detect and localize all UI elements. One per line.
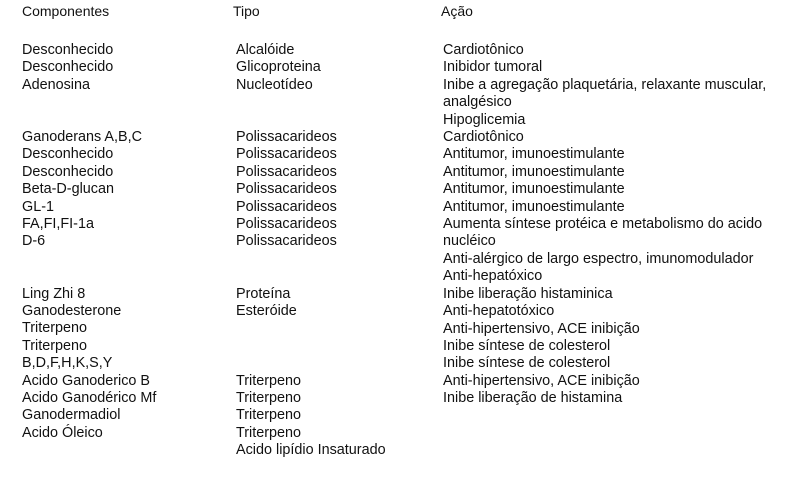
componente-cell: Acido Ganodérico Mf (22, 390, 157, 407)
acao-cell: Cardiotônico (443, 129, 524, 146)
acao-cell: Cardiotônico (443, 42, 524, 58)
acao-cell: Inibe a agregação plaquetária, relaxante muscular, (443, 76, 767, 93)
acao-cell: Anti-hepatóxico (443, 268, 543, 285)
componente-cell: Triterpeno (22, 337, 88, 354)
acao-cell: Hipoglicemia (443, 111, 526, 128)
tipo-cell (236, 338, 426, 355)
tipo-cell (236, 320, 426, 337)
componente-cell: GL-1 (22, 198, 54, 215)
column-tipo (236, 42, 426, 460)
componente-cell: Acido Óleico (22, 424, 103, 441)
acao-cell: Aumenta síntese protéica e metabolismo do acido (443, 216, 763, 233)
tipo-cell (236, 268, 426, 285)
componente-cell: Desconhecido (22, 42, 114, 58)
componente-cell: FA,FI,FI-1a (22, 216, 94, 233)
componente-cell: Ganodermadiol (22, 407, 121, 424)
acao-cell: Antitumor, imunoestimulante (443, 163, 625, 180)
tipo-cell (236, 355, 426, 372)
componente-cell: Desconhecido (22, 59, 114, 76)
acao-cell: Antitumor, imunoestimulante (443, 198, 625, 215)
tipo-cell: Triterpeno (236, 424, 302, 441)
componente-cell (22, 268, 222, 285)
tipo-cell: Triterpeno (236, 407, 302, 424)
tipo-cell (236, 251, 426, 268)
componente-cell: Desconhecido (22, 146, 114, 163)
tipo-cell: Polissacarideos (236, 129, 337, 145)
header-componentes: Componentes (22, 3, 110, 19)
componente-cell: Acido Ganoderico B (22, 372, 150, 389)
header-acao: Ação (441, 3, 473, 19)
componente-cell (22, 112, 222, 129)
componente-cell: Beta-D-glucan (22, 181, 114, 198)
acao-cell: analgésico (443, 94, 512, 111)
acao-cell: Inibe síntese de colesterol (443, 355, 611, 372)
acao-cell: Inibidor tumoral (443, 59, 543, 76)
componente-cell: Adenosina (22, 76, 91, 93)
tipo-cell: Acido lipídio Insaturado (236, 442, 386, 459)
tipo-cell: Polissacarideos (236, 198, 337, 215)
acao-cell: Anti-hipertensivo, ACE inibição (443, 320, 640, 337)
acao-cell: Anti-hipertensivo, ACE inibição (443, 372, 640, 389)
tipo-cell: Polissacarideos (236, 146, 337, 163)
componente-cell: Ganodesterone (22, 303, 122, 320)
tipo-cell: Triterpeno (236, 390, 302, 407)
tipo-cell: Alcalóide (236, 42, 295, 58)
componente-cell: Ganoderans A,B,C (22, 129, 142, 145)
acao-cell: Inibe liberação de histamina (443, 390, 623, 407)
tipo-cell: Glicoproteina (236, 59, 321, 76)
componente-cell: Triterpeno (22, 320, 88, 337)
componente-cell (22, 94, 222, 111)
tipo-cell: Proteína (236, 285, 291, 302)
tipo-cell: Nucleotídeo (236, 76, 313, 93)
header-tipo: Tipo (233, 3, 260, 19)
tipo-cell: Polissacarideos (236, 163, 337, 180)
tipo-cell: Polissacarideos (236, 181, 337, 198)
componente-cell: D-6 (22, 233, 46, 250)
acao-cell: Anti-hepatotóxico (443, 303, 555, 320)
tipo-cell (236, 112, 426, 129)
acao-cell: Antitumor, imunoestimulante (443, 146, 625, 163)
acao-cell: Anti-alérgico de largo espectro, imunomodulador (443, 250, 754, 267)
acao-cell: Inibe síntese de colesterol (443, 337, 611, 354)
tipo-cell: Polissacarideos (236, 233, 337, 250)
acao-cell: Inibe liberação histaminica (443, 285, 613, 302)
componente-cell: B,D,F,H,K,S,Y (22, 355, 113, 372)
tipo-cell: Triterpeno (236, 372, 302, 389)
column-componentes (22, 42, 222, 442)
tipo-cell: Esteróide (236, 303, 297, 320)
tipo-cell (236, 94, 426, 111)
componente-cell: Ling Zhi 8 (22, 285, 86, 302)
acao-cell: Antitumor, imunoestimulante (443, 181, 625, 198)
acao-cell: nucléico (443, 233, 496, 250)
componente-cell: Desconhecido (22, 163, 114, 180)
column-acao (443, 42, 803, 408)
tipo-cell: Polissacarideos (236, 216, 337, 233)
componente-cell (22, 251, 222, 268)
